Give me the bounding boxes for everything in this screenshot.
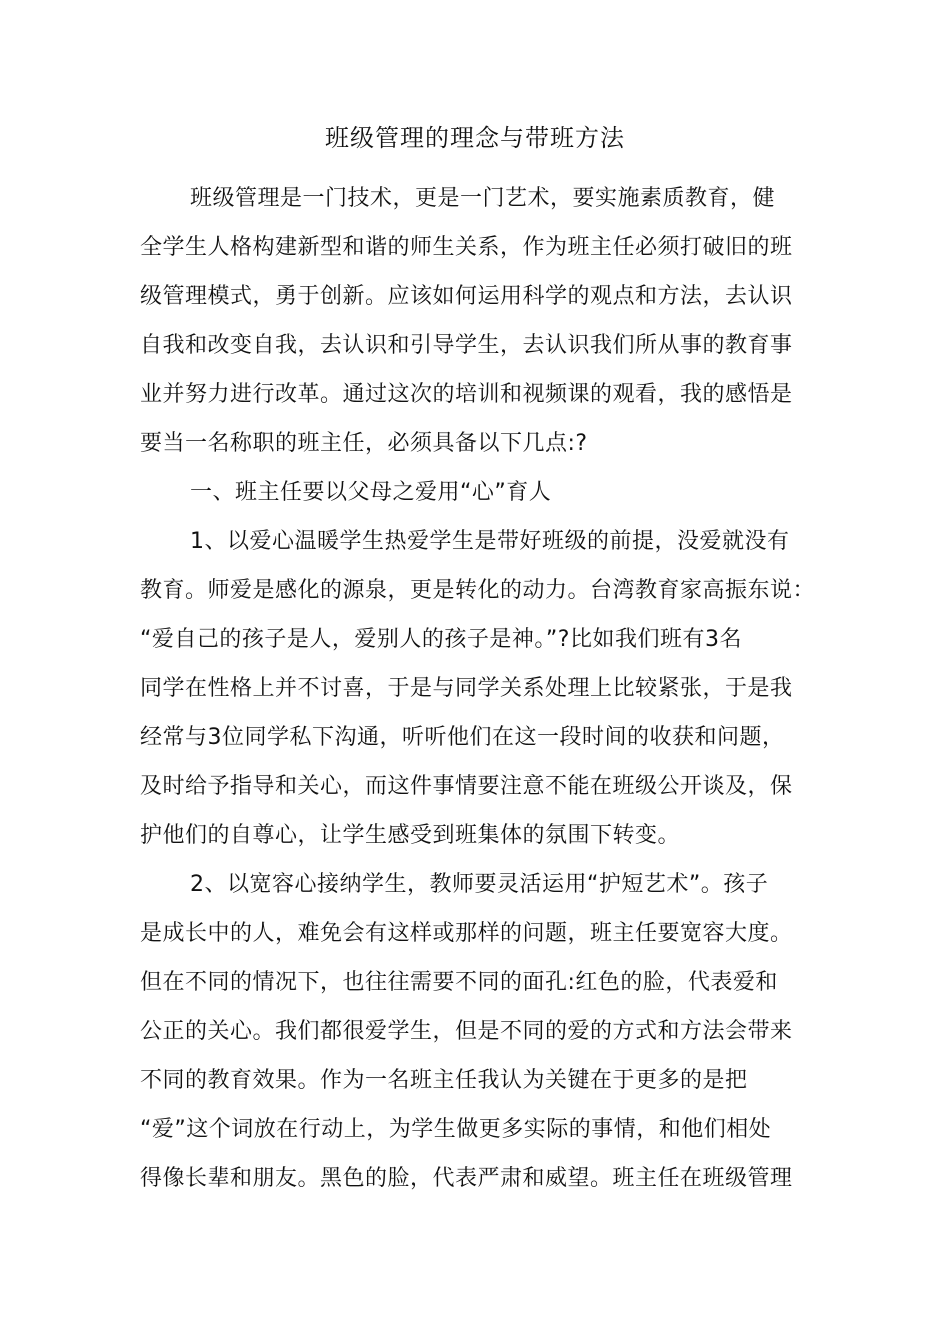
text-line: 护他们的自尊心，让学生感受到班集体的氛围下转变。 xyxy=(140,823,681,848)
text-line: 公正的关心。我们都很爱学生，但是不同的爱的方式和方法会带来 xyxy=(140,1019,793,1044)
paragraph-point-2 xyxy=(140,860,830,1203)
text-line: 教育。师爱是感化的源泉，更是转化的动力。台湾教育家高振东说： xyxy=(140,578,816,603)
text-line: 是成长中的人，难免会有这样或那样的问题，班主任要宽容大度。 xyxy=(140,921,793,946)
text-line: 全学生人格构建新型和谐的师生关系，作为班主任必须打破旧的班 xyxy=(140,235,793,260)
text-line: 级管理模式，勇于创新。应该如何运用科学的观点和方法，去认识 xyxy=(140,284,793,309)
text-line: 一、班主任要以父母之爱用“心”育人 xyxy=(190,480,552,505)
text-line: 2、以宽容心接纳学生，教师要灵活运用“护短艺术”。孩子 xyxy=(190,872,769,897)
text-line: 1、以爱心温暖学生热爱学生是带好班级的前提，没爱就没有 xyxy=(190,529,790,554)
text-line: 不同的教育效果。作为一名班主任我认为关键在于更多的是把 xyxy=(140,1068,748,1093)
text-line: 要当一名称职的班主任，必须具备以下几点:? xyxy=(140,431,588,456)
section-heading-1 xyxy=(140,468,830,517)
text-line: 业并努力进行改革。通过这次的培训和视频课的观看，我的感悟是 xyxy=(140,382,793,407)
text-line: “爱”这个词放在行动上，为学生做更多实际的事情，和他们相处 xyxy=(140,1117,772,1142)
text-line: 自我和改变自我，去认识和引导学生，去认识我们所从事的教育事 xyxy=(140,333,793,358)
text-line: 及时给予指导和关心，而这件事情要注意不能在班级公开谈及，保 xyxy=(140,774,793,799)
text-line: 得像长辈和朋友。黑色的脸，代表严肃和威望。班主任在班级管理 xyxy=(140,1166,793,1191)
document-body xyxy=(140,174,830,1203)
paragraph-intro xyxy=(140,174,830,468)
text-line: 班级管理是一门技术，更是一门艺术，要实施素质教育，健 xyxy=(190,186,776,211)
paragraph-point-1 xyxy=(140,517,830,860)
text-line: 经常与3位同学私下沟通，听听他们在这一段时间的收获和问题， xyxy=(140,725,785,750)
text-line: 同学在性格上并不讨喜，于是与同学关系处理上比较紧张，于是我 xyxy=(140,676,793,701)
document-title: 班级管理的理念与带班方法 xyxy=(325,124,625,152)
text-line: “爱自己的孩子是人，爱别人的孩子是神。”?比如我们班有3名 xyxy=(140,627,742,652)
text-line: 但在不同的情况下，也往往需要不同的面孔:红色的脸，代表爱和 xyxy=(140,970,778,995)
